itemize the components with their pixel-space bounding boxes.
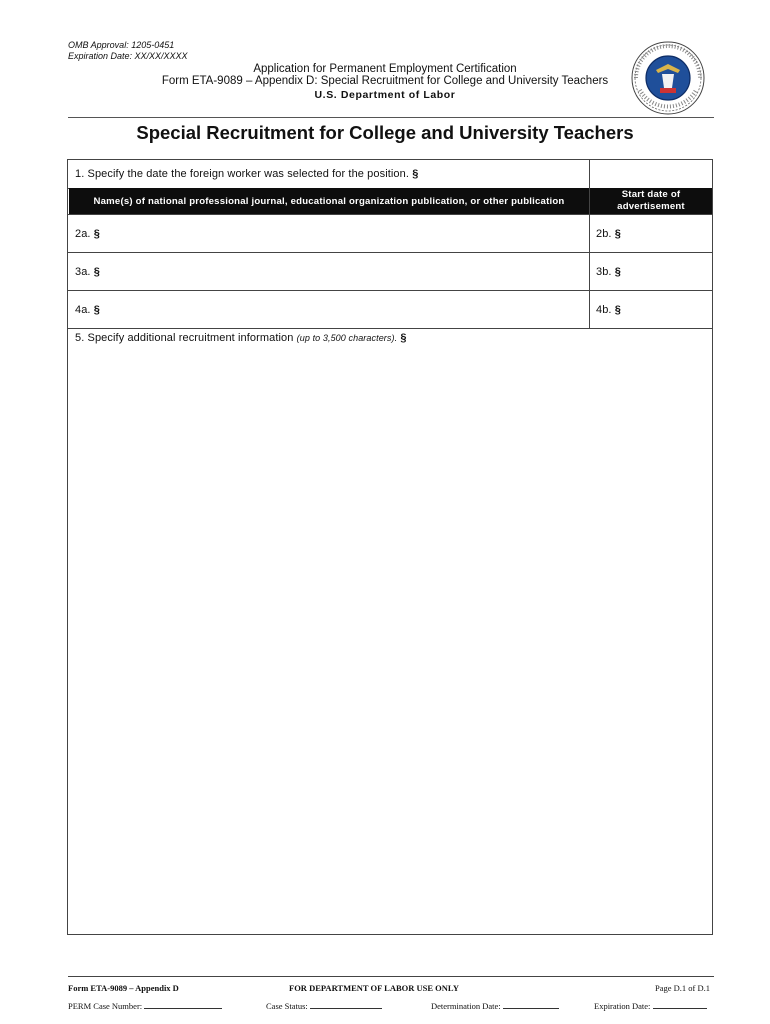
field-4a-label: 4a. § (75, 304, 100, 316)
footer-form-name: Form ETA-9089 – Appendix D (68, 983, 179, 993)
field-4b-label: 4b. § (596, 304, 621, 316)
start-date-column-header: Start date of advertisement (590, 188, 712, 214)
omb-approval: OMB Approval: 1205-0451 (68, 40, 175, 50)
additional-recruitment-textarea[interactable] (68, 346, 712, 934)
footer-page-number: Page D.1 of D.1 (655, 983, 711, 993)
page-title: Special Recruitment for College and University Teachers (136, 122, 634, 143)
determination-date-field[interactable]: Determination Date: (431, 1000, 559, 1011)
omb-expiration: Expiration Date: XX/XX/XXXX (68, 51, 188, 61)
header-application: Application for Permanent Employment Certification (253, 63, 517, 75)
publication-2a-field[interactable] (68, 214, 589, 252)
section-mark: § (412, 168, 419, 180)
divider (68, 328, 712, 329)
start-date-4b-field[interactable] (589, 290, 713, 328)
footer-divider (68, 976, 714, 977)
start-date-2b-field[interactable] (589, 214, 713, 252)
omb-info (68, 40, 188, 62)
divider (589, 214, 590, 328)
recruitment-form (67, 159, 713, 935)
publication-column-header: Name(s) of national professional journal, educational organization publication, or other publication (69, 188, 589, 214)
publication-4a-field[interactable] (68, 290, 589, 328)
field-3a-label: 3a. § (75, 266, 100, 278)
dol-seal-logo (622, 40, 714, 116)
field-2b-label: 2b. § (596, 228, 621, 240)
header-divider (68, 117, 714, 118)
header-form-name: Form ETA-9089 – Appendix D: Special Recruitment for College and University Teachers (161, 75, 609, 87)
question-1-label: 1. Specify the date the foreign worker was selected for the position. § (75, 168, 419, 180)
field-3b-label: 3b. § (596, 266, 621, 278)
footer-dol-use-only: FOR DEPARTMENT OF LABOR USE ONLY (289, 983, 459, 993)
expiration-date-field[interactable]: Expiration Date: (594, 1000, 707, 1011)
question-5-label: 5. Specify additional recruitment information (up to 3,500 characters). § (75, 332, 407, 344)
header-department: U.S. Department of Labor (314, 89, 456, 101)
perm-case-number-field[interactable]: PERM Case Number: (68, 1000, 222, 1011)
start-date-3b-field[interactable] (589, 252, 713, 290)
publication-3a-field[interactable] (68, 252, 589, 290)
question-1-input[interactable] (589, 160, 713, 188)
case-status-field[interactable]: Case Status: (266, 1000, 382, 1011)
field-2a-label: 2a. § (75, 228, 100, 240)
